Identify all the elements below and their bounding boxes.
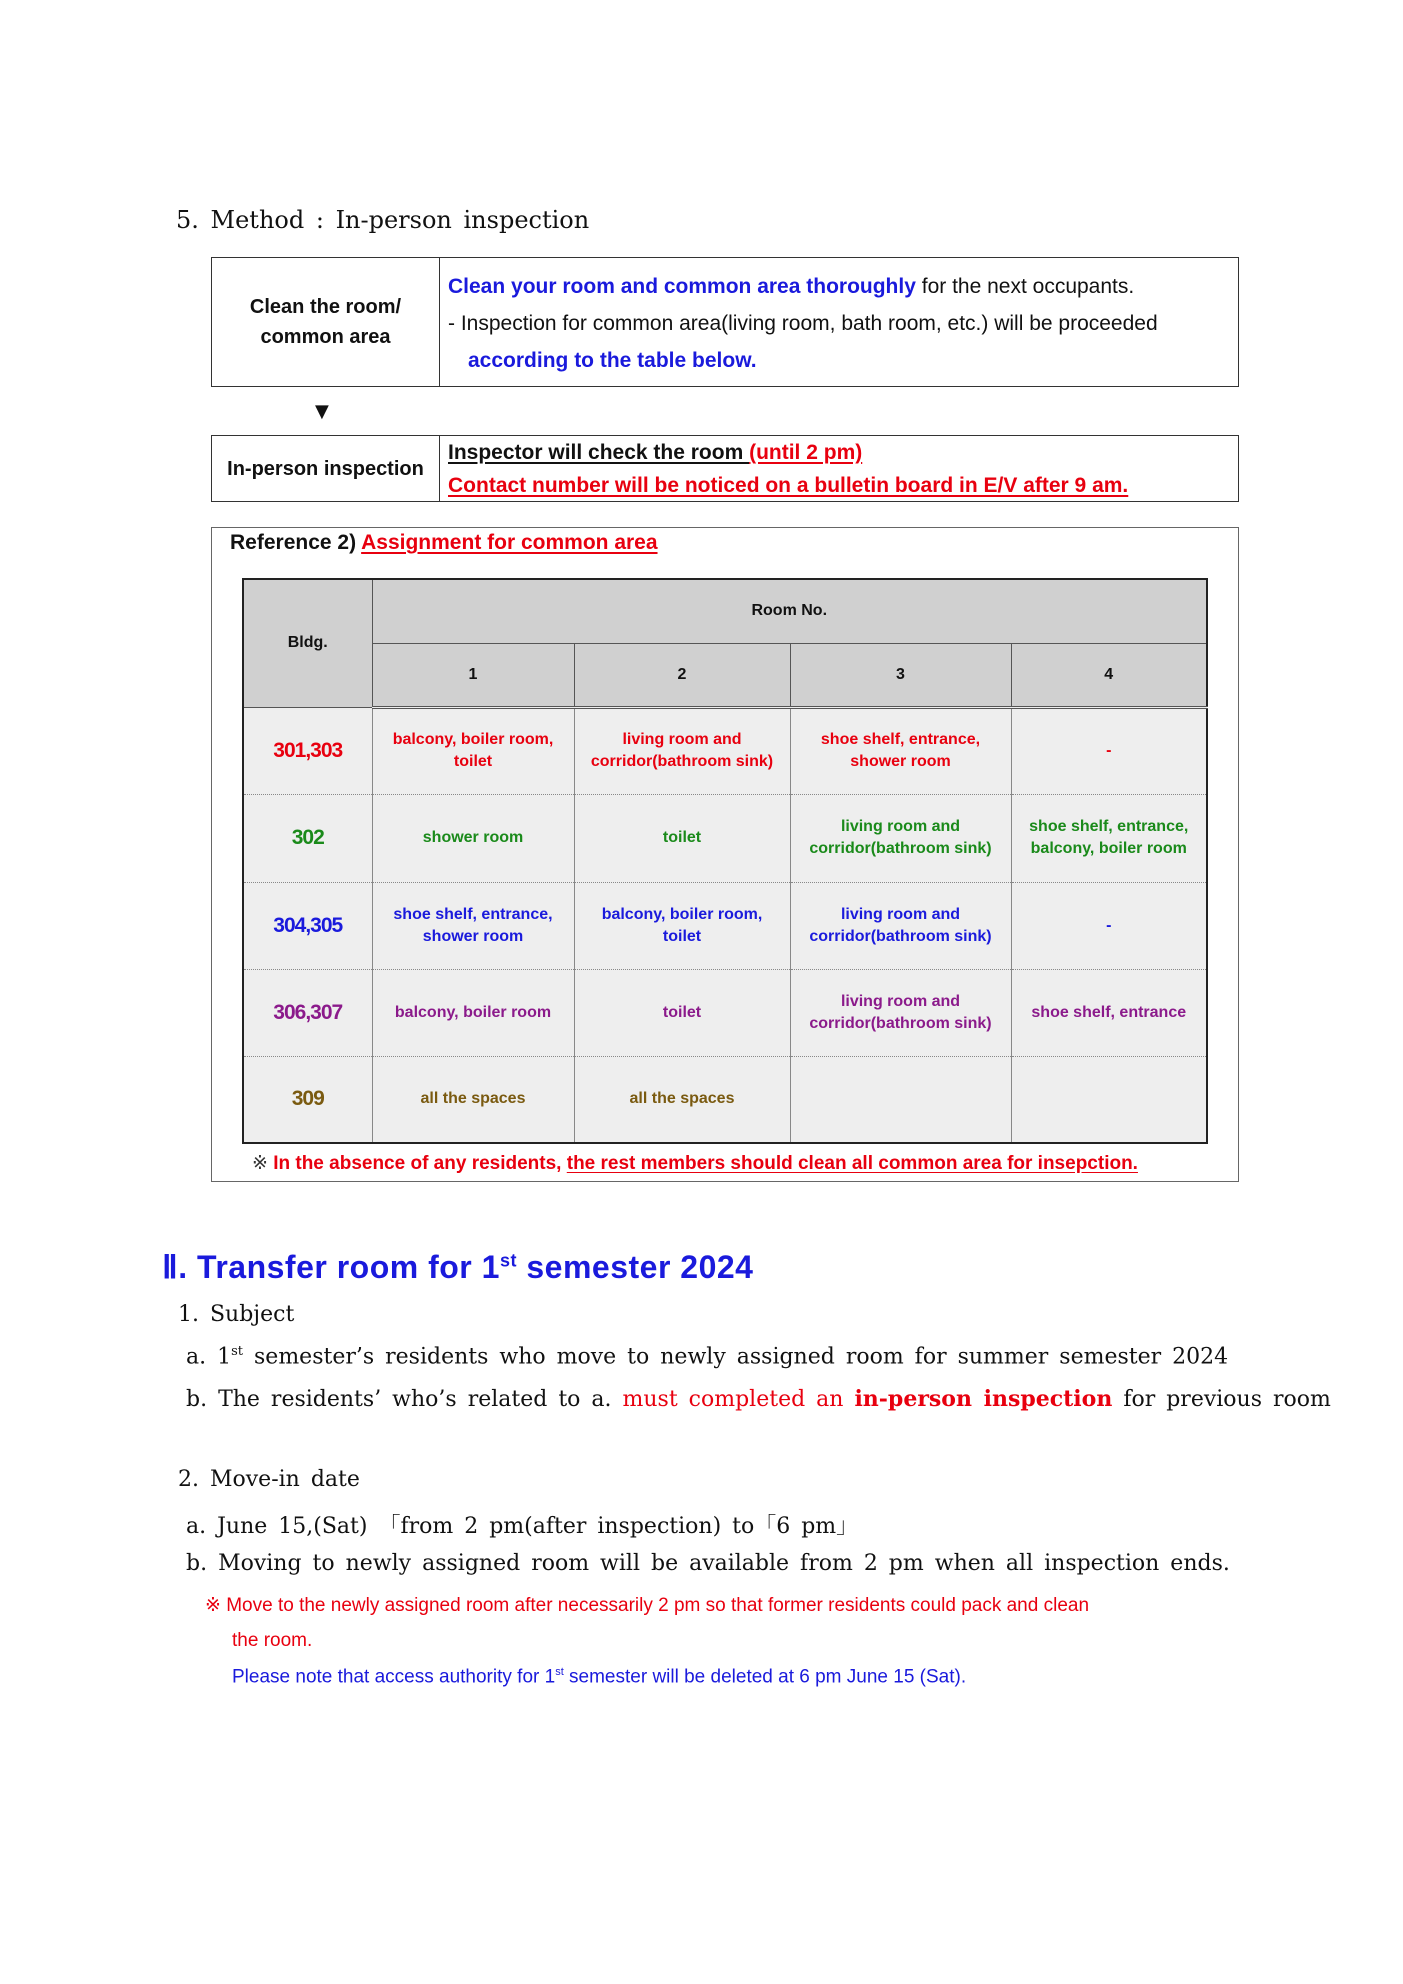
clean-label-line2: common area [260, 326, 391, 348]
method-heading: 5. Method : In-person inspection [176, 206, 590, 234]
table-row [243, 1056, 1207, 1143]
table-row [243, 969, 1207, 1056]
clean-line1-rest: for the next occupants. [915, 275, 1135, 298]
table-cell: balcony, boiler room [372, 969, 574, 1056]
subject-item-a [186, 1344, 1228, 1369]
note-mark: ※ [252, 1153, 274, 1174]
subject-heading: 1. Subject [178, 1302, 295, 1327]
bldg-header: Bldg. [243, 579, 372, 707]
section2-title-sup: st [499, 1250, 517, 1271]
clean-line1-bold: Clean your room and common area thoroughly [448, 275, 916, 298]
room-col-header: 1 [372, 643, 574, 707]
table-cell: living room and corridor(bathroom sink) [790, 882, 1011, 969]
room-col-header: 3 [790, 643, 1011, 707]
inperson-line1-red: (until 2 pm) [749, 441, 863, 464]
subject-b-pre: b. The residents’ who’s related to a. [186, 1387, 623, 1412]
inperson-line1-black: Inspector will check the room [448, 441, 750, 464]
move-in-heading: 2. Move-in date [178, 1467, 360, 1492]
move-in-note-2: the room. [232, 1630, 313, 1651]
table-cell: balcony, boiler room, toilet [574, 882, 790, 969]
subject-a-sup: st [231, 1344, 244, 1359]
table-cell: living room and corridor(bathroom sink) [574, 707, 790, 794]
table-row [243, 882, 1207, 969]
table-cell: shower room [372, 794, 574, 882]
reference-title [230, 531, 658, 555]
table-cell: shoe shelf, entrance, balcony, boiler room [1011, 794, 1207, 882]
reference-note [252, 1152, 1138, 1175]
clean-step-box [211, 257, 1239, 387]
move-in-note-1: ※ Move to the newly assigned room after necessarily 2 pm so that former residents could pack and clean [205, 1595, 1090, 1616]
clean-step-content [440, 258, 1238, 386]
table-cell: shoe shelf, entrance [1011, 969, 1207, 1056]
assignment-table [242, 578, 1208, 1144]
table-cell: living room and corridor(bathroom sink) [790, 969, 1011, 1056]
table-cell: shoe shelf, entrance, shower room [372, 882, 574, 969]
table-cell: all the spaces [372, 1056, 574, 1143]
bldg-cell: 302 [243, 794, 372, 882]
arrow-down-icon: ▼ [315, 401, 329, 422]
move-in-note-3 [232, 1666, 966, 1688]
section2-title-pre: Ⅱ. Transfer room for 1 [162, 1249, 500, 1285]
subject-b-red1: must completed an [622, 1387, 855, 1412]
clean-line1 [448, 268, 1230, 305]
table-row [243, 707, 1207, 794]
subject-a-pre: a. 1 [186, 1344, 232, 1370]
inperson-line2: Contact number will be noticed on a bulletin board in E/V after 9 am. [448, 474, 1129, 497]
table-cell: shoe shelf, entrance, shower room [790, 707, 1011, 794]
table-cell: - [1011, 707, 1207, 794]
room-col-header: 2 [574, 643, 790, 707]
subject-b-red2: in-person inspection [854, 1386, 1113, 1412]
subject-a-post: semester’s residents who move to newly assigned room for summer semester 2024 [243, 1344, 1229, 1370]
table-cell [1011, 1056, 1207, 1143]
note-part2: the rest members should clean all common area for insepction. [566, 1153, 1138, 1174]
note3-sup: st [555, 1666, 564, 1678]
subject-item-b [186, 1386, 1331, 1412]
inperson-line1 [448, 436, 1230, 469]
subject-b-post: for previous room [1112, 1387, 1331, 1412]
clean-step-label [212, 258, 440, 386]
table-cell: toilet [574, 969, 790, 1056]
room-col-header: 4 [1011, 643, 1207, 707]
table-row [243, 794, 1207, 882]
clean-line2: - Inspection for common area(living room, bath room, etc.) will be proceeded [448, 312, 1158, 335]
bldg-cell: 301,303 [243, 707, 372, 794]
inperson-step-box [211, 435, 1239, 502]
table-cell: balcony, boiler room, toilet [372, 707, 574, 794]
table-cell: - [1011, 882, 1207, 969]
section2-title-post: semester 2024 [516, 1249, 754, 1285]
note3-pre: Please note that access authority for 1 [232, 1666, 556, 1688]
table-cell: all the spaces [574, 1056, 790, 1143]
note-part1: In the absence of any residents, [273, 1153, 567, 1174]
inperson-step-content [440, 436, 1238, 501]
reference-title-text: Assignment for common area [361, 531, 658, 554]
reference-prefix: Reference 2) [230, 531, 362, 554]
bldg-cell: 304,305 [243, 882, 372, 969]
move-in-item-a: a. June 15,(Sat) 「from 2 pm(after inspection) to「6 pm」 [186, 1514, 859, 1539]
clean-line3: according to the table below. [468, 349, 757, 372]
note3-post: semester will be deleted at 6 pm June 15 (Sat). [563, 1666, 967, 1688]
clean-label-line1: Clean the room/ [249, 296, 402, 318]
table-cell [790, 1056, 1011, 1143]
room-no-header: Room No. [372, 579, 1207, 643]
table-cell: toilet [574, 794, 790, 882]
bldg-cell: 309 [243, 1056, 372, 1143]
table-cell: living room and corridor(bathroom sink) [790, 794, 1011, 882]
inperson-step-label: In-person inspection [212, 436, 440, 501]
section2-title [162, 1248, 753, 1286]
bldg-cell: 306,307 [243, 969, 372, 1056]
move-in-item-b: b. Moving to newly assigned room will be available from 2 pm when all inspection ends. [186, 1551, 1230, 1576]
